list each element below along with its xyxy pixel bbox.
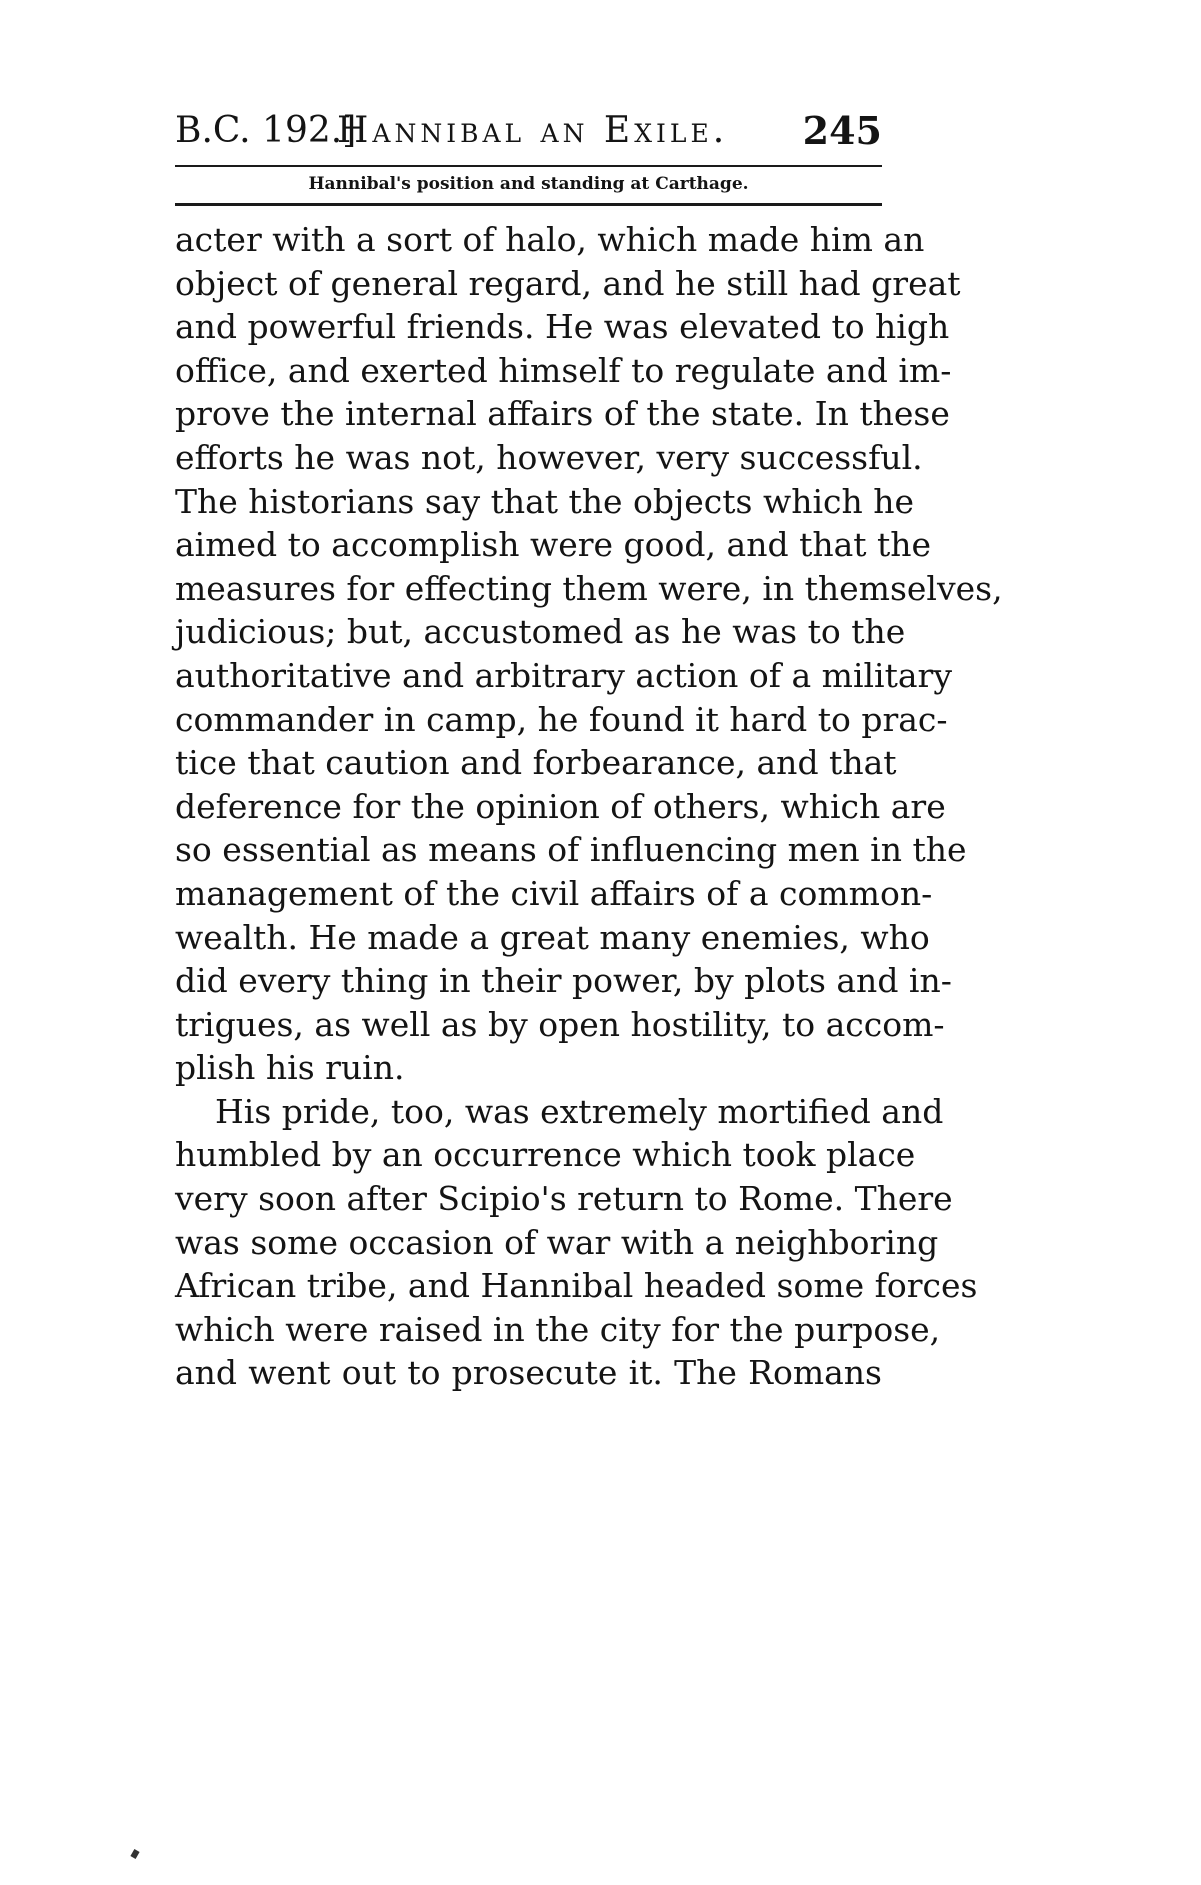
text-line: aimed to accomplish were good, and that the (175, 525, 932, 565)
running-head (175, 105, 882, 157)
text-line: commander in camp, he found it hard to prac- (175, 699, 948, 739)
text-line: did every thing in their power, by plots and in- (175, 961, 952, 1001)
text-line: trigues, as well as by open hostility, to accom- (175, 1004, 945, 1044)
scan-speck (130, 1849, 139, 1859)
text-line: so essential as means of influencing men in the (175, 830, 967, 870)
text-line: judicious; but, accustomed as he was to the (175, 612, 906, 652)
text-line: and powerful friends. He was elevated to high (175, 307, 950, 347)
text-line: object of general regard, and he still had great (175, 263, 961, 303)
body-text (175, 218, 1003, 1395)
text-line: which were raised in the city for the purpose, (175, 1309, 941, 1349)
running-head-date: B.C. 192.] (175, 110, 357, 151)
text-line: deference for the opinion of others, which are (175, 786, 946, 826)
text-line: His pride, too, was extremely mortified and (215, 1091, 944, 1131)
text-line: was some occasion of war with a neighboring (175, 1222, 939, 1262)
text-line: plish his ruin. (175, 1048, 405, 1088)
text-line: authoritative and arbitrary action of a military (175, 655, 952, 695)
text-line: management of the civil affairs of a common- (175, 873, 933, 913)
text-line: office, and exerted himself to regulate and im- (175, 350, 952, 390)
text-line: humbled by an occurrence which took place (175, 1135, 916, 1175)
running-head-title: Hannibal an Exile. (337, 110, 729, 151)
text-line: The historians say that the objects which he (175, 481, 915, 521)
section-subheading: Hannibal's position and standing at Carthage. (308, 174, 749, 194)
text-line: prove the internal affairs of the state. In these (175, 394, 950, 434)
page-number: 245 (802, 108, 882, 153)
text-line: wealth. He made a great many enemies, who (175, 917, 930, 957)
text-line: measures for effecting them were, in themselves, (175, 568, 1003, 608)
text-line: and went out to prosecute it. The Romans (175, 1353, 882, 1393)
text-line: efforts he was not, however, very successful. (175, 437, 923, 477)
text-line: tice that caution and forbearance, and that (175, 743, 897, 783)
text-line: very soon after Scipio's return to Rome. There (175, 1179, 953, 1219)
text-line: acter with a sort of halo, which made him an (175, 220, 925, 259)
text-line: African tribe, and Hannibal headed some forces (175, 1266, 978, 1306)
header-rule-top (175, 165, 882, 167)
header-rule-bottom (175, 203, 882, 206)
